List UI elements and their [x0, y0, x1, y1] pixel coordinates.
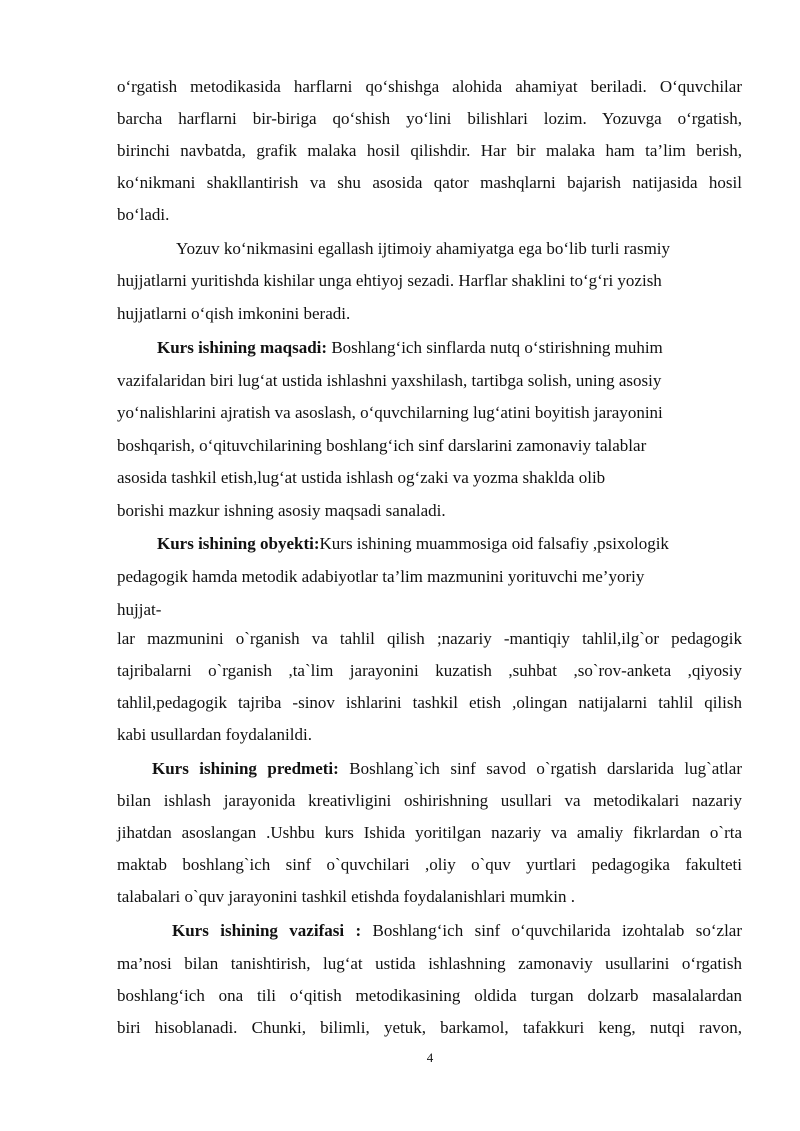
text-line: Kurs ishining vazifasi : Boshlang‘ich sinf o‘quvchilarida izohtalab so‘zlar [172, 921, 743, 940]
text-line: maktab boshlang`ich sinf o`quvchilari ,oliy o`quv yurtlari pedagogika fakulteti [117, 855, 742, 874]
text-line: yo‘nalishlarini ajratish va asoslash, o‘quvchilarning lug‘atini boyitish jarayonini [117, 403, 663, 422]
text-line: lar mazmunini o`rganish va tahlil qilish ;nazariy -mantiqiy tahlil,ilg`or pedagogik [117, 629, 742, 648]
text-line: birinchi navbatda, grafik malaka hosil qilishdir. Har bir malaka ham ta’lim berish, [117, 141, 742, 160]
section-heading: Kurs ishining obyekti: [157, 534, 320, 553]
text-line: Kurs ishining maqsadi: Boshlang‘ich sinflarda nutq o‘stirishning muhim [157, 338, 663, 357]
text-line: hujjatlarni o‘qish imkonini beradi. [117, 304, 351, 323]
text-line: pedagogik hamda metodik adabiyotlar ta’lim mazmunini yorituvchi me’yoriy [117, 567, 645, 586]
text-line: borishi mazkur ishning asosiy maqsadi sanaladi. [117, 501, 446, 520]
text-line: bo‘ladi. [117, 205, 170, 224]
text-line: talabalari o`quv jarayonini tashkil etishda foydalanishlari mumkin . [117, 887, 575, 906]
text-line: tahlil,pedagogik tajriba -sinov ishlarini tashkil etish ,olingan natijalarni tahlil qilish [117, 693, 742, 712]
text-line: boshlang‘ich ona tili o‘qitish metodikasining oldida turgan dolzarb masalalardan [117, 986, 742, 1005]
text-line: Kurs ishining predmeti: Boshlang`ich sinf savod o`rgatish darslarida lug`atlar [152, 759, 742, 778]
section-heading: Kurs ishining vazifasi : [172, 921, 362, 940]
text-line: barcha harflarni bir-biriga qo‘shish yo‘lini bilishlari lozim. Yozuvga o‘rgatish, [117, 109, 742, 128]
text-line: ma’nosi bilan tanishtirish, lug‘at ustida ishlashning zamonaviy usullarini o‘rgatish [117, 954, 742, 973]
text-line: hujjatlarni yuritishda kishilar unga ehtiyoj sezadi. Harflar shaklini to‘g‘ri yozish [117, 271, 662, 290]
text-line: asosida tashkil etish,lug‘at ustida ishlash og‘zaki va yozma shaklda olib [117, 468, 606, 487]
text-line: Kurs ishining obyekti:Kurs ishining muammosiga oid falsafiy ,psixologik [157, 534, 669, 553]
text-line: hujjat- [117, 600, 162, 619]
section-heading: Kurs ishining predmeti: [152, 759, 339, 778]
text-line: ko‘nikmani shakllantirish va shu asosida qator mashqlarni bajarish natijasida hosil [117, 173, 742, 192]
text-line: tajribalarni o`rganish ,ta`lim jarayonini kuzatish ,suhbat ,so`rov-anketa ,qiyosiy [117, 661, 742, 680]
page-number: 4 [426, 1050, 434, 1065]
text-line: vazifalaridan biri lug‘at ustida ishlashni yaxshilash, tartibga solish, uning asosiy [117, 371, 662, 390]
text-line: boshqarish, o‘qituvchilarining boshlang‘ich sinf darslarini zamonaviy talablar [117, 436, 647, 455]
text-line: biri hisoblanadi. Chunki, bilimli, yetuk, barkamol, tafakkuri keng, nutqi ravon, [117, 1018, 742, 1037]
text-line: jihatdan asoslangan .Ushbu kurs Ishida yoritilgan nazariy va amaliy fikrlardan o`rta [117, 823, 742, 842]
text-line: bilan ishlash jarayonida kreativligini oshirishning usullari va metodikalari nazariy [117, 791, 742, 810]
section-heading: Kurs ishining maqsadi: [157, 338, 328, 357]
text-line: Yozuv ko‘nikmasini egallash ijtimoiy ahamiyatga ega bo‘lib turli rasmiy [176, 239, 671, 258]
text-line: o‘rgatish metodikasida harflarni qo‘shishga alohida ahamiyat beriladi. O‘quvchilar [117, 77, 742, 96]
text-line: kabi usullardan foydalanildi. [117, 725, 312, 744]
